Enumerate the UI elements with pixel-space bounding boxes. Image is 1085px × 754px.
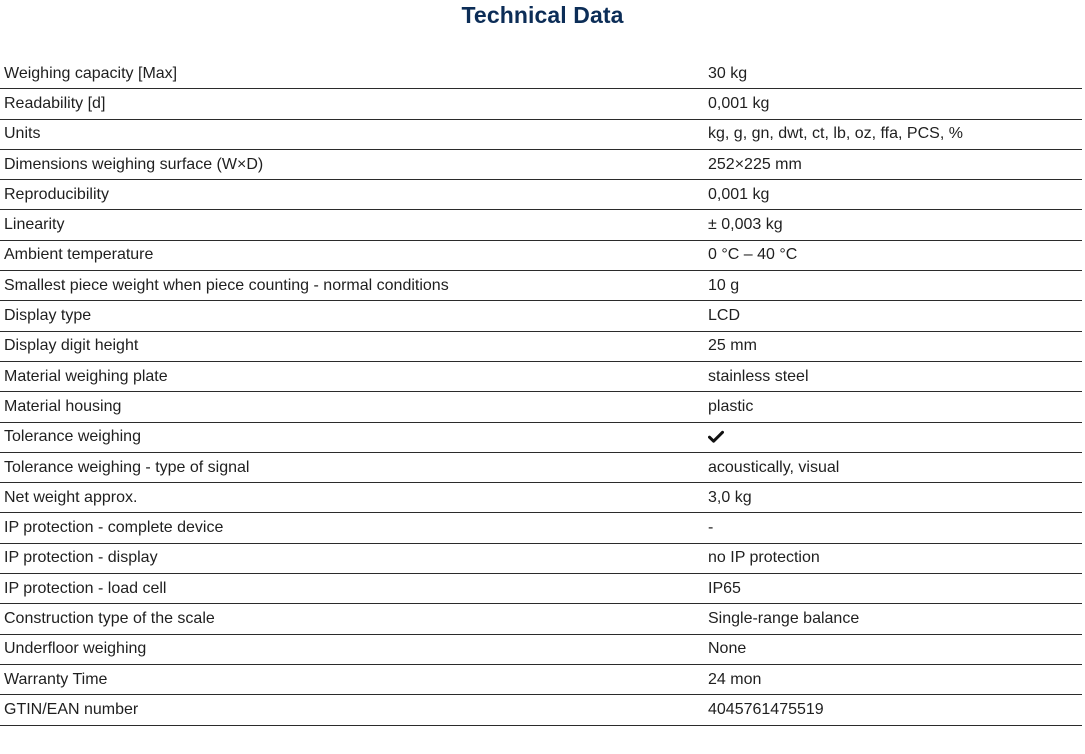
spec-value: 252×225 mm [708, 155, 802, 173]
spec-label: Weighing capacity [Max] [4, 64, 178, 82]
table-row [0, 453, 1082, 483]
table-row [0, 301, 1082, 331]
table-row [0, 120, 1082, 150]
spec-label: Display type [4, 307, 92, 325]
spec-value: acoustically, visual [708, 458, 840, 476]
spec-value: ± 0,003 kg [708, 216, 783, 234]
spec-label: Reproducibility [4, 185, 109, 203]
table-row [0, 483, 1082, 513]
table-row [0, 332, 1082, 362]
spec-value: - [708, 519, 714, 537]
spec-value: kg, g, gn, dwt, ct, lb, oz, ffa, PCS, % [708, 125, 963, 143]
spec-value: 10 g [708, 276, 740, 294]
spec-value: 0 °C – 40 °C [708, 246, 798, 264]
spec-label: Linearity [4, 216, 65, 234]
table-row [0, 604, 1082, 634]
spec-value: 0,001 kg [708, 94, 770, 112]
spec-table [0, 59, 1082, 726]
spec-label: IP protection - load cell [4, 579, 167, 597]
table-row [0, 271, 1082, 301]
table-row [0, 59, 1082, 89]
spec-label: Ambient temperature [4, 246, 154, 264]
spec-value: 30 kg [708, 64, 748, 82]
table-row [0, 241, 1082, 271]
spec-value: stainless steel [708, 367, 809, 385]
table-row [0, 574, 1082, 604]
spec-label: Display digit height [4, 337, 139, 355]
table-row [0, 635, 1082, 665]
spec-label: Tolerance weighing [4, 428, 141, 446]
spec-value: IP65 [708, 579, 741, 597]
table-row [0, 89, 1082, 119]
spec-value: 24 mon [708, 670, 762, 688]
table-row [0, 695, 1082, 725]
spec-label: Underfloor weighing [4, 640, 147, 658]
spec-label: Tolerance weighing - type of signal [4, 458, 250, 476]
spec-value: 25 mm [708, 337, 757, 355]
spec-label: Dimensions weighing surface (W×D) [4, 155, 264, 173]
spec-label: GTIN/EAN number [4, 700, 139, 718]
spec-value: LCD [708, 307, 741, 325]
table-row [0, 180, 1082, 210]
spec-label: Construction type of the scale [4, 609, 215, 627]
spec-label: Material weighing plate [4, 367, 168, 385]
spec-value: None [708, 640, 747, 658]
spec-label: Readability [d] [4, 94, 106, 112]
spec-label: Warranty Time [4, 670, 108, 688]
page-title: Technical Data [461, 2, 624, 28]
spec-label: IP protection - complete device [4, 519, 224, 537]
table-row [0, 423, 1082, 453]
spec-label: Units [4, 125, 41, 143]
table-row [0, 392, 1082, 422]
spec-value: plastic [708, 397, 754, 415]
spec-value: no IP protection [708, 549, 820, 567]
spec-label: IP protection - display [4, 549, 158, 567]
checkmark-icon [708, 430, 724, 444]
table-row [0, 210, 1082, 240]
table-row [0, 544, 1082, 574]
spec-label: Material housing [4, 397, 122, 415]
spec-value: Single-range balance [708, 609, 860, 627]
spec-label: Smallest piece weight when piece counting - normal conditions [4, 276, 449, 294]
spec-value: 0,001 kg [708, 185, 770, 203]
table-row [0, 150, 1082, 180]
table-row [0, 665, 1082, 695]
spec-value [704, 427, 1082, 447]
table-row [0, 362, 1082, 392]
spec-label: Net weight approx. [4, 488, 138, 506]
table-row [0, 513, 1082, 543]
spec-value: 4045761475519 [708, 700, 824, 718]
spec-value: 3,0 kg [708, 488, 752, 506]
